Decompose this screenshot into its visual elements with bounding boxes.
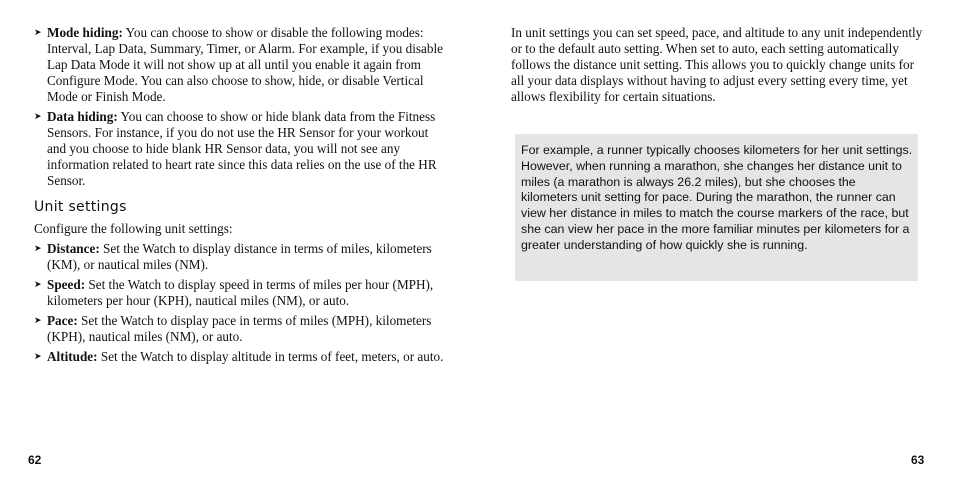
bullet-text: Set the Watch to display distance in terms of miles, kilometers (KM), or nautical miles (NM).	[47, 241, 432, 272]
bullet-term: Speed:	[47, 277, 86, 292]
page-number-right: 63	[911, 453, 925, 467]
bullet-text: You can choose to show or disable the following modes: Interval, Lap Data, Summary, Timer, or Alarm. For example, if you disable Lap Data Mode it will not show up at all until you enable it again from Configure Mode. You can also choose to show, hide, or disable Vertical Mode or Finish Mode.	[47, 25, 443, 104]
unit-settings-paragraph: In unit settings you can set speed, pace, and altitude to any unit independently or to the default auto setting. When set to auto, each setting automatically follows the distance unit setting. This allows you to quickly change units for all your data displays without having to adjust every setting every time, yet allows flexibility for certain situations.	[511, 25, 923, 104]
section-heading: Unit settings	[34, 199, 127, 215]
bullet-text: Set the Watch to display speed in terms of miles per hour (MPH), kilometers per hour (KPH), nautical miles (NM), or auto.	[47, 277, 434, 308]
bullet-pace	[34, 313, 448, 345]
arrow-bullet-icon: ➤	[34, 28, 42, 38]
left-column	[34, 25, 448, 369]
right-column	[511, 25, 926, 105]
bullet-mode-hiding	[34, 25, 448, 105]
bullet-term: Pace:	[47, 313, 78, 328]
bullet-text: Set the Watch to display pace in terms of miles (MPH), kilometers (KPH), nautical miles (NM), or auto.	[47, 313, 432, 344]
section-intro: Configure the following unit settings:	[34, 221, 233, 236]
bullet-term: Mode hiding:	[47, 25, 123, 40]
bullet-term: Altitude:	[47, 349, 98, 364]
page-number-left: 62	[28, 453, 42, 467]
bullet-term: Data hiding:	[47, 109, 118, 124]
bullet-term: Distance:	[47, 241, 100, 256]
arrow-bullet-icon: ➤	[34, 112, 42, 122]
arrow-bullet-icon: ➤	[34, 280, 42, 290]
bullet-text: You can choose to show or hide blank data from the Fitness Sensors. For instance, if you do not use the HR Sensor for your workout and you choose to hide blank HR Sensor data, you will not see any information related to heart rate since this data relies on the use of the HR Sensor.	[47, 109, 437, 188]
bullet-altitude	[34, 349, 448, 365]
bullet-text: Set the Watch to display altitude in terms of feet, meters, or auto.	[97, 349, 444, 364]
arrow-bullet-icon: ➤	[34, 316, 42, 326]
bullet-distance	[34, 241, 448, 273]
bullet-data-hiding	[34, 109, 448, 189]
arrow-bullet-icon: ➤	[34, 352, 42, 362]
example-callout-box: For example, a runner typically chooses kilometers for her unit settings. However, when running a marathon, she changes her distance unit to miles (a marathon is always 26.2 miles), but she chooses the kilometers unit setting for pace. During the marathon, the runner can view her distance in miles to match the course markers of the race, but she can view her pace in the more familiar minutes per kilometers for a greater understanding of how quickly she is running.	[515, 134, 918, 281]
bullet-speed	[34, 277, 448, 309]
arrow-bullet-icon: ➤	[34, 244, 42, 254]
